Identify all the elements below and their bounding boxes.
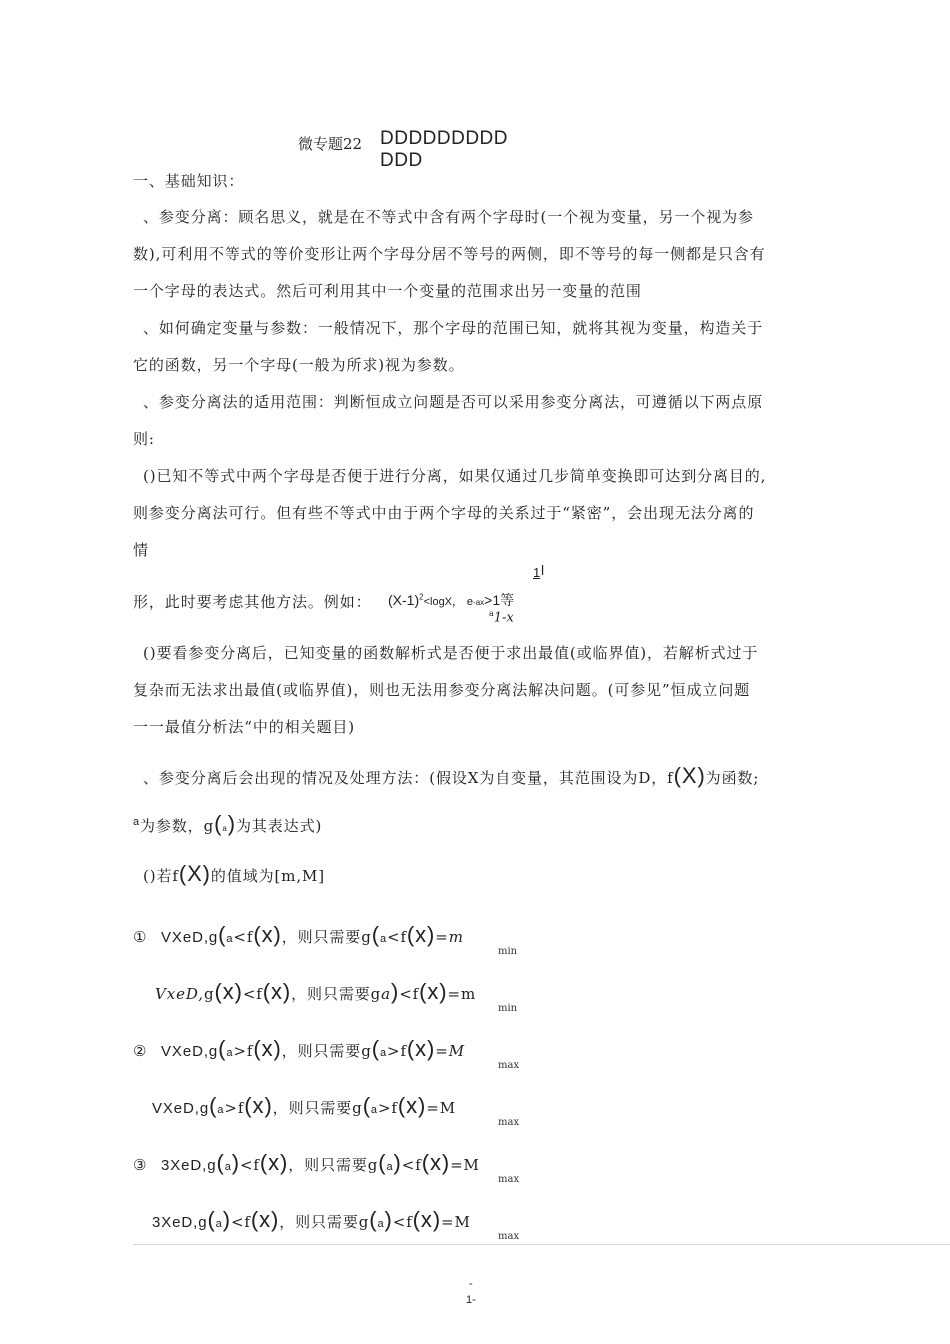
expr-exponent: 2: [419, 592, 424, 602]
paragraph-line: 一个字母的表达式。然后可利用其中一个变量的范围求出另一变量的范围: [133, 282, 642, 300]
r4-result: =M: [426, 1099, 456, 1117]
r3-f2-paren: (x): [406, 1036, 436, 1061]
paragraph-line: 则:: [133, 430, 155, 448]
r3-a: a: [226, 1047, 234, 1059]
r5-f-paren: (x): [259, 1150, 289, 1175]
p6-x: X: [681, 763, 698, 788]
paragraph-line: 情: [133, 541, 149, 559]
r5-a: a: [224, 1161, 232, 1173]
paragraph-line: [143, 763, 759, 789]
r4-f-paren: (x): [244, 1093, 273, 1118]
r2-quant: VxeD,: [155, 985, 204, 1003]
section-heading: 一、基础知识：: [133, 172, 245, 190]
r5-result: =M: [450, 1156, 480, 1174]
title-line2: DDD: [380, 150, 423, 171]
subscript-min: min: [498, 946, 518, 957]
r2-g-paren: (x): [214, 979, 243, 1004]
r5-lt2: <f: [401, 1156, 422, 1174]
r5-quant: 3XeD,g: [161, 1157, 217, 1174]
r6-g-paren: (a): [207, 1207, 231, 1232]
r6-a2: a: [377, 1218, 385, 1230]
p7-x: X: [187, 861, 203, 886]
r4-g-paren: (a: [209, 1093, 225, 1118]
r3-result: =M: [435, 1042, 466, 1060]
p7-text-a: ()若f: [143, 867, 179, 885]
formula-row: [133, 1150, 480, 1176]
r1-x2: x: [415, 922, 428, 947]
r4-x: x: [252, 1093, 265, 1118]
r2-x: x: [222, 979, 235, 1004]
r6-a: a: [215, 1218, 223, 1230]
paragraph-line: 复杂而无法求出最值(或临界值)，则也无法用参变分离法解决问题。(可参见”恒成立问题: [133, 681, 751, 699]
r1-g-paren: (a: [218, 922, 234, 947]
r1-lt2: <f: [386, 928, 407, 946]
r6-result: =M: [441, 1213, 471, 1231]
r6-g2-paren: (a): [369, 1207, 393, 1232]
r3-x: x: [261, 1036, 274, 1061]
title-prefix: 微专题22: [298, 135, 363, 153]
paragraph-line: 则参变分离法可行。但有些不等式中由于两个字母的关系过于“紧密”，会出现无法分离的: [133, 504, 755, 522]
p6-a: a: [222, 824, 228, 833]
p6-text-c: 为参数，g: [140, 817, 215, 835]
r4-a2: a: [370, 1104, 378, 1116]
paragraph-line: 、参变分离法的适用范围：判断恒成立问题是否可以采用参变分离法，可遵循以下两点原: [143, 393, 764, 411]
r4-gt2: >f: [377, 1099, 398, 1117]
r3-f-paren: (x): [253, 1036, 282, 1061]
r6-then: ，则只需要g: [279, 1213, 370, 1231]
r4-g2-paren: (a: [362, 1093, 378, 1118]
denominator-expr: 1-x: [493, 610, 514, 626]
p6-text-a: 、参变分离后会出现的情况及处理方法：(假设X为自变量，其范围设为D，f: [143, 769, 674, 787]
r6-x2: x: [420, 1207, 433, 1232]
paragraph-line: 、参变分离：顾名思义，就是在不等式中含有两个字母时(一个视为变量，另一个视为参: [143, 208, 754, 226]
footer-dash: -: [469, 1278, 473, 1290]
title-line1: DDDDDDDDD: [380, 128, 508, 149]
r5-x2: x: [429, 1150, 442, 1175]
r5-g2-paren: (a): [378, 1150, 402, 1175]
p7-text-b: 的值域为[m,M]: [210, 867, 326, 885]
r3-quant: VXeD,g: [161, 1043, 219, 1060]
r2-x3: x: [427, 979, 440, 1004]
r4-a: a: [217, 1104, 225, 1116]
fraction-numerator: 1: [533, 565, 541, 580]
expr-e: e: [466, 596, 474, 608]
r1-result: =m: [435, 928, 464, 946]
r4-f2-paren: (x): [397, 1093, 427, 1118]
paragraph-line: ()要看参变分离后，已知变量的函数解析式是否便于求出最值(或临界值)，若解析式过于: [143, 644, 759, 662]
fraction-denominator: [489, 609, 514, 625]
fraction-bar: l: [541, 562, 545, 578]
circled-1: ①: [133, 928, 148, 946]
formula-row: [152, 1093, 456, 1119]
paragraph-line: 一一最值分析法“中的相关题目): [133, 718, 356, 736]
r4-quant: VXeD,g: [152, 1100, 210, 1117]
r2-a: a: [381, 985, 391, 1003]
r4-gt: >f: [224, 1099, 245, 1117]
p6-a-sup: a: [133, 816, 141, 828]
r1-quant: VXeD,g: [161, 929, 219, 946]
r5-x: x: [268, 1150, 281, 1175]
r1-f2-paren: (x): [406, 922, 436, 947]
r1-x: x: [261, 922, 274, 947]
r5-a2: a: [386, 1161, 394, 1173]
r5-g-paren: (a): [216, 1150, 240, 1175]
r3-x2: x: [415, 1036, 428, 1061]
r3-a2: a: [379, 1047, 387, 1059]
r5-f2-paren: (x): [421, 1150, 451, 1175]
r3-g-paren: (a: [218, 1036, 234, 1061]
paragraph-line: 数),可利用不等式的等价变形让两个字母分居不等号的两侧，即不等号的每一侧都是只含有: [133, 245, 766, 263]
formula-row: [155, 979, 476, 1005]
expr-ax: -ax: [473, 598, 485, 607]
circled-3: ③: [133, 1156, 148, 1174]
r2-result: =m: [447, 985, 477, 1003]
r4-x2: x: [406, 1093, 419, 1118]
paragraph-line: ()已知不等式中两个字母是否便于进行分离，如果仅通过几步简单变换即可达到分离目的,: [143, 467, 767, 485]
r6-quant: 3XeD,g: [152, 1214, 208, 1231]
r4-then: ，则只需要g: [272, 1099, 363, 1117]
paragraph-line: [143, 861, 325, 887]
r6-lt2: <f: [392, 1213, 413, 1231]
paragraph-line: 它的函数，另一个字母(一般为所求)视为参数。: [133, 356, 465, 374]
expr-gt: >1等: [484, 592, 515, 608]
r6-f2-paren: (x): [412, 1207, 442, 1232]
r2-g: g: [203, 985, 215, 1003]
formula-row: [133, 922, 464, 948]
r1-g2-paren: (a: [371, 922, 387, 947]
r1-f-paren: (x): [253, 922, 282, 947]
r1-a2: a: [379, 933, 387, 945]
r1-then: ，则只需要g: [281, 928, 372, 946]
r1-a: a: [226, 933, 234, 945]
subscript-max: max: [498, 1231, 520, 1242]
expr-paren: (X-1): [388, 592, 420, 608]
paragraph-line: 、如何确定变量与参数：一般情况下，那个字母的范围已知，就将其视为变量，构造关于: [143, 319, 764, 337]
r6-f-paren: (x): [250, 1207, 280, 1232]
example-formula: [388, 590, 514, 610]
r2-then: ，则只需要g: [291, 985, 382, 1003]
formula-row: [152, 1207, 471, 1233]
r2-f2-paren: (x): [419, 979, 448, 1004]
expr-log: <logX，: [423, 596, 464, 608]
r6-lt: <f: [230, 1213, 251, 1231]
page-number: 1-: [466, 1294, 476, 1306]
subscript-max: max: [498, 1060, 520, 1071]
p6-text-d: 为其表达式): [235, 817, 323, 835]
r5-lt: <f: [239, 1156, 260, 1174]
formula-row: [133, 1036, 465, 1062]
denominator-a: a: [489, 609, 494, 618]
circled-2: ②: [133, 1042, 148, 1060]
subscript-min: min: [498, 1003, 518, 1014]
r2-f-paren: (x): [262, 979, 292, 1004]
r3-g2-paren: (a: [371, 1036, 387, 1061]
r2-lt: <f: [242, 985, 263, 1003]
r2-close: ): [390, 979, 400, 1004]
footer-divider: [133, 1244, 950, 1245]
paragraph-line: [133, 811, 322, 837]
r2-x2: x: [270, 979, 283, 1004]
subscript-max: max: [498, 1117, 520, 1128]
p6-text-b: 为函数;: [705, 769, 760, 787]
p6-paren-a: (a): [214, 811, 236, 836]
p7-paren-x: (X): [178, 861, 211, 886]
subscript-max: max: [498, 1174, 520, 1185]
r6-x: x: [259, 1207, 271, 1232]
r3-gt2: >f: [386, 1042, 407, 1060]
r3-then: ，则只需要g: [281, 1042, 372, 1060]
example-lead: 形，此时要考虑其他方法。例如：: [133, 593, 372, 611]
r1-lt: <f: [233, 928, 254, 946]
p6-paren-x: (X): [673, 763, 706, 788]
r2-lt2: <f: [399, 985, 420, 1003]
r3-gt: >f: [233, 1042, 254, 1060]
r5-then: ，则只需要g: [288, 1156, 379, 1174]
